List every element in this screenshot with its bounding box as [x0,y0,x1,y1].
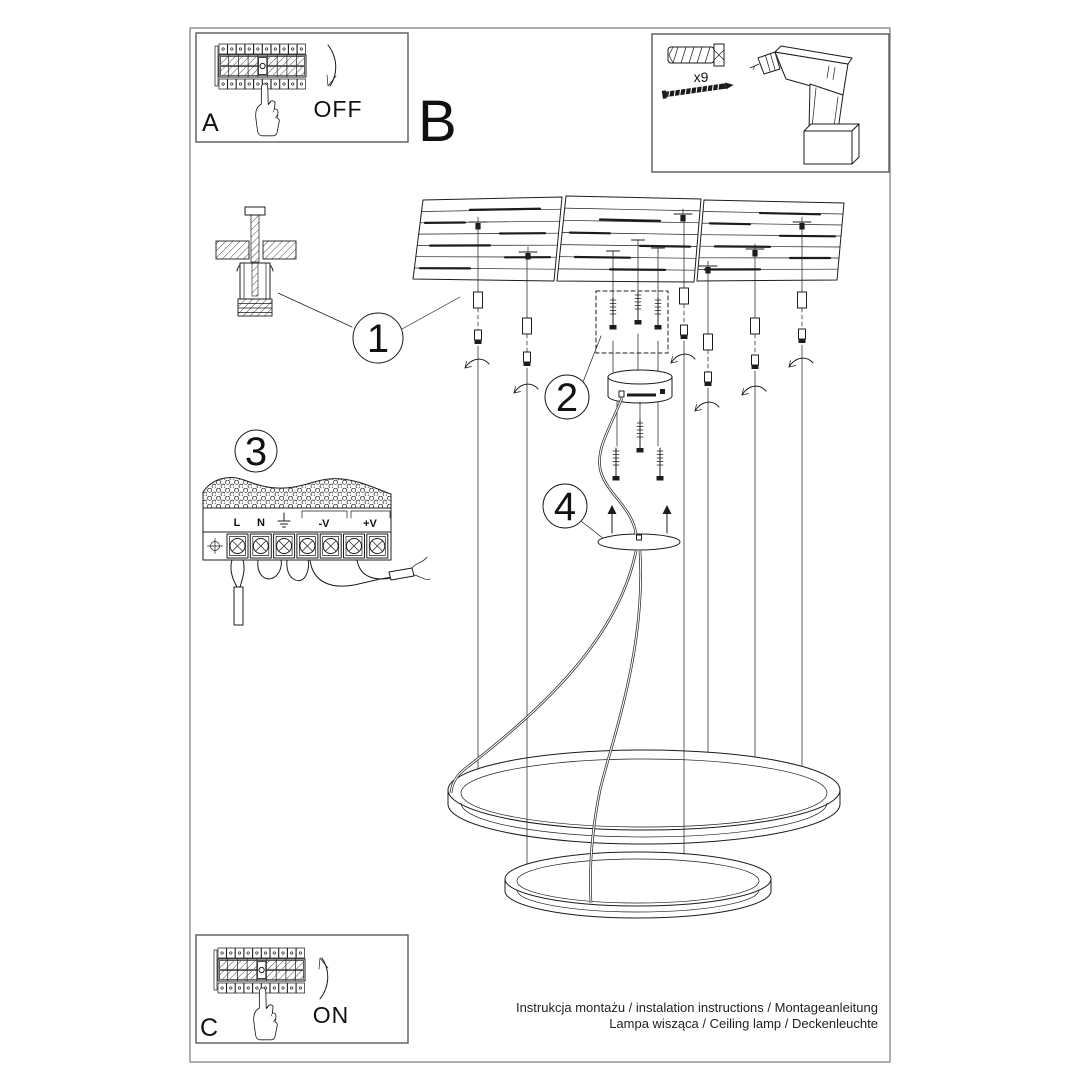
step4-number: 4 [553,485,577,529]
small-ring [505,852,771,918]
circuit-breaker-icon [215,44,306,89]
circuit-breaker-icon [214,948,305,993]
perforated-cover [203,477,391,508]
leader-line [278,293,352,327]
step4-disc [543,484,680,550]
power-cables [451,398,641,903]
leader-line [581,521,604,539]
screw-count-label: x9 [693,69,709,85]
ceiling-slab-left [216,241,249,259]
off-label: OFF [313,96,363,122]
step2-canopy [545,243,672,481]
footer-line-1: Instrukcja montażu / instalation instructions / Montageanleitung [515,1000,878,1015]
canopy [608,370,672,403]
pendant-rings [448,750,840,918]
wall-plug-icon [668,44,724,66]
step3-number: 3 [244,430,268,474]
ceiling-anchor-icon [469,217,487,230]
mounting-screw-icon [635,292,642,325]
ceiling-panel [413,197,562,281]
panel-a-breaker-off [196,33,408,142]
arrow-up-icon [608,505,617,533]
suspension-wire [695,273,719,752]
canopy-screw-icon [613,448,620,481]
pointing-hand-icon [256,84,280,136]
arrow-up-icon [319,958,328,999]
panel-c-breaker-on [196,935,408,1043]
panel-a-letter: A [202,109,219,137]
suspension-wire [465,229,489,769]
canopy-screw-icon [637,420,644,453]
suspension-wire [742,256,766,757]
step3-terminal-block [203,430,430,625]
section-b-letter: B [418,89,457,154]
ceiling-panel [697,200,844,281]
terminal-label-minus-v: -V [318,518,330,530]
terminal-label-l: L [233,517,241,529]
mounting-screw-icon [610,297,617,330]
ceiling-anchor-icon [793,217,811,230]
arrow-down-icon [327,45,336,86]
terminal-wires [231,557,430,625]
on-label: ON [312,1002,350,1028]
wall-anchor-body [237,263,273,316]
parts-box [652,34,889,172]
panel-c-letter: C [200,1014,219,1042]
step2-number: 2 [555,376,579,420]
terminal-label-plus-v: +V [363,518,377,530]
leader-line [402,297,460,329]
drill-icon [750,46,859,164]
suspension-wire [789,229,813,766]
ceiling-anchor-icon [699,261,717,274]
footer-line-2: Lampa wisząca / Ceiling lamp / Deckenleuchte [609,1016,878,1031]
step1-anchor-detail [216,207,460,363]
anchor-screw-head [245,207,265,215]
pointing-hand-icon [254,988,278,1040]
arrow-up-icon [663,505,672,533]
leader-line [583,336,601,382]
suspension-wire [514,259,538,864]
ceiling-slab-right [263,241,296,259]
terminal-label-n: N [257,517,265,529]
step1-number: 1 [366,317,390,361]
anchor-screw-shaft [251,215,259,262]
large-ring [448,750,840,844]
footer [516,1000,878,1031]
mounting-screw-icon [655,297,662,330]
canopy-screw-icon [657,448,664,481]
panel-c-border [196,935,408,1043]
ceiling-panel [557,196,701,282]
